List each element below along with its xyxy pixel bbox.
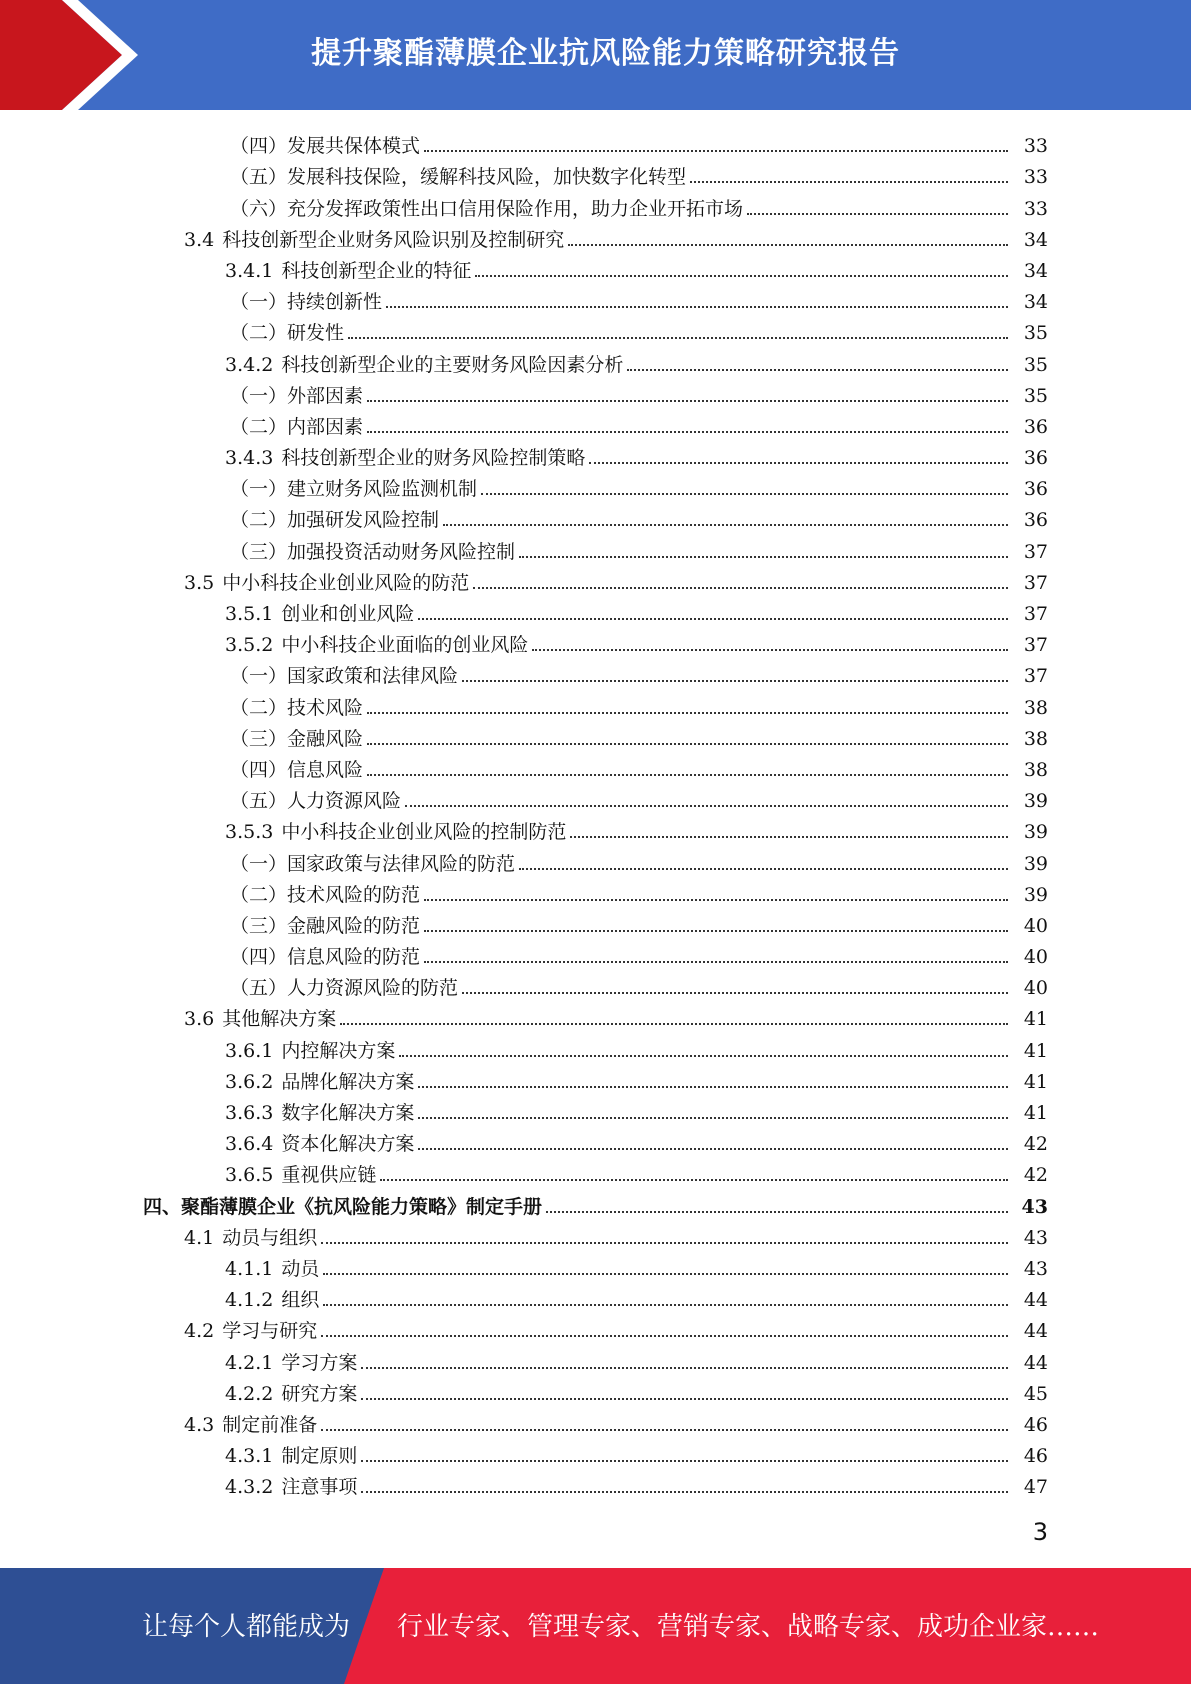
toc-entry[interactable] — [0, 221, 1191, 252]
toc-page-number: 42 — [1023, 1133, 1048, 1156]
toc-entry-content — [0, 1413, 1191, 1437]
header-arrow-decoration — [0, 0, 150, 110]
toc-dot-leader — [690, 181, 1008, 183]
toc-dot-leader — [424, 930, 1008, 932]
toc-section-number: 3.6.3 — [225, 1102, 274, 1124]
toc-entry-content — [0, 1351, 1191, 1375]
toc-dot-leader — [323, 1304, 1008, 1306]
toc-section-number: 3.4.2 — [225, 353, 274, 376]
toc-page-number: 37 — [1023, 540, 1048, 563]
toc-page-number: 43 — [1023, 1257, 1048, 1280]
toc-page-number: 39 — [1023, 852, 1048, 875]
toc-entry-title: 四、聚酯薄膜企业《抗风险能力策略》制定手册 — [143, 1195, 543, 1218]
footer-slogan-right: 行业专家、管理专家、营销专家、战略专家、成功企业家…… — [397, 1612, 1100, 1642]
toc-entry-content — [0, 664, 1191, 688]
toc-entry-title: （一）国家政策与法律风险的防范 — [230, 852, 516, 875]
toc-dot-leader — [321, 1335, 1008, 1337]
toc-entry-content — [0, 1132, 1191, 1156]
toc-page-number: 43 — [1023, 1226, 1048, 1249]
toc-page-number: 35 — [1023, 353, 1048, 376]
toc-page-number: 39 — [1023, 790, 1048, 813]
toc-entry-title: （四）信息风险 — [230, 758, 364, 781]
page-header — [0, 0, 1191, 110]
toc-entry-title: 创业和创业风险 — [281, 603, 415, 625]
toc-page-number: 38 — [1023, 727, 1048, 750]
toc-entry[interactable] — [0, 564, 1191, 595]
toc-section-number: 3.5.1 — [225, 603, 274, 625]
toc-entry-title: 品牌化解决方案 — [281, 1070, 415, 1093]
toc-page-number: 47 — [1023, 1476, 1048, 1499]
toc-page-number: 40 — [1023, 977, 1048, 1000]
toc-entry-content — [0, 1475, 1191, 1499]
toc-page-number: 46 — [1023, 1413, 1048, 1436]
toc-entry[interactable] — [0, 1437, 1191, 1468]
toc-dot-leader — [418, 1148, 1008, 1150]
toc-page-number: 43 — [1021, 1195, 1048, 1218]
toc-dot-leader — [532, 649, 1008, 651]
toc-entry-title: （五）人力资源风险 — [230, 790, 402, 813]
toc-dot-leader — [386, 306, 1008, 308]
toc-dot-leader — [361, 1491, 1008, 1493]
toc-entry[interactable] — [0, 470, 1191, 501]
toc-page-number: 34 — [1023, 228, 1048, 251]
toc-entry[interactable] — [0, 1063, 1191, 1094]
toc-entry[interactable] — [0, 657, 1191, 688]
toc-entry-title: 其他解决方案 — [222, 1008, 337, 1031]
toc-page-number: 40 — [1023, 946, 1048, 969]
toc-section-number: 4.3 — [184, 1413, 215, 1436]
toc-entry-content — [0, 477, 1191, 501]
toc-entry-title: （四）信息风险的防范 — [230, 946, 421, 969]
toc-entry[interactable] — [0, 501, 1191, 532]
toc-entry[interactable] — [0, 158, 1191, 189]
toc-dot-leader — [519, 868, 1008, 870]
toc-page-number: 34 — [1023, 259, 1048, 282]
toc-entry-content — [0, 540, 1191, 564]
toc-entry-content — [0, 1319, 1191, 1343]
toc-entry[interactable] — [0, 1125, 1191, 1156]
toc-dot-leader — [589, 462, 1008, 464]
toc-dot-leader — [399, 1055, 1008, 1057]
toc-dot-leader — [424, 961, 1008, 963]
toc-entry-title: （二）研发性 — [230, 322, 345, 345]
toc-entry-content — [0, 446, 1191, 470]
toc-dot-leader — [570, 836, 1008, 838]
toc-dot-leader — [323, 1273, 1008, 1275]
toc-page-number: 37 — [1023, 634, 1048, 657]
toc-entry-title: （一）建立财务风险监测机制 — [230, 478, 478, 501]
toc-section-number: 3.4.1 — [225, 259, 274, 282]
toc-page-number: 36 — [1023, 447, 1048, 470]
toc-section-number: 4.1.2 — [225, 1289, 274, 1312]
toc-section-number: 3.6.1 — [225, 1039, 274, 1062]
toc-entry[interactable] — [0, 1406, 1191, 1437]
toc-section-number: 4.2 — [184, 1320, 215, 1343]
toc-entry[interactable] — [0, 1094, 1191, 1125]
toc-entry-content — [0, 945, 1191, 969]
toc-page-number: 37 — [1023, 665, 1048, 688]
toc-entry[interactable] — [0, 127, 1191, 158]
toc-page-number: 41 — [1023, 1008, 1048, 1031]
toc-page-number: 41 — [1023, 1039, 1048, 1062]
toc-dot-leader — [405, 805, 1008, 807]
toc-page-number: 40 — [1023, 914, 1048, 937]
toc-entry-content — [0, 696, 1191, 720]
toc-entry[interactable] — [0, 1000, 1191, 1031]
toc-entry-content — [0, 883, 1191, 907]
toc-section-number: 3.6.4 — [225, 1133, 274, 1156]
toc-entry-title: 资本化解决方案 — [281, 1133, 415, 1156]
toc-dot-leader — [321, 1429, 1008, 1431]
toc-entry[interactable] — [0, 844, 1191, 875]
toc-dot-leader — [348, 337, 1008, 339]
toc-page-number: 46 — [1023, 1445, 1048, 1468]
toc-entry-content — [0, 1288, 1191, 1312]
toc-dot-leader — [367, 712, 1008, 714]
toc-entry[interactable] — [0, 751, 1191, 782]
toc-entry-content — [0, 290, 1191, 314]
toc-page-number: 39 — [1023, 883, 1048, 906]
toc-entry-title: （二）技术风险的防范 — [230, 883, 421, 906]
toc-page-number: 45 — [1023, 1382, 1048, 1405]
toc-entry-title: （三）加强投资活动财务风险控制 — [230, 540, 516, 563]
toc-entry-title: 组织 — [281, 1289, 320, 1312]
toc-entry-title: 重视供应链 — [281, 1164, 377, 1187]
toc-entry[interactable] — [0, 938, 1191, 969]
toc-entry-title: （五）人力资源风险的防范 — [230, 977, 459, 1000]
toc-dot-leader — [747, 213, 1008, 215]
toc-dot-leader — [424, 899, 1008, 901]
toc-entry-content — [0, 353, 1191, 377]
toc-dot-leader — [418, 618, 1008, 620]
toc-entry[interactable] — [0, 720, 1191, 751]
toc-page-number: 33 — [1023, 135, 1048, 158]
toc-entry-content — [0, 1007, 1191, 1031]
toc-page-number: 41 — [1023, 1102, 1048, 1124]
toc-section-number: 3.5 — [184, 571, 215, 594]
toc-dot-leader — [361, 1367, 1008, 1369]
toc-page-number: 44 — [1023, 1289, 1048, 1312]
toc-section-number: 3.4.3 — [225, 447, 274, 470]
toc-entry-title: （四）发展共保体模式 — [230, 135, 421, 158]
toc-section-number: 3.4 — [184, 228, 215, 251]
toc-page-number: 33 — [1023, 197, 1048, 220]
toc-section-number: 3.6 — [184, 1008, 215, 1031]
toc-entry-title: 科技创新型企业的主要财务风险因素分析 — [281, 353, 624, 376]
toc-dot-leader — [473, 587, 1008, 589]
toc-dot-leader — [340, 1023, 1008, 1025]
toc-entry-content — [0, 1257, 1191, 1281]
toc-entry[interactable] — [0, 252, 1191, 283]
toc-entry-content — [0, 1163, 1191, 1187]
toc-page-number: 36 — [1023, 415, 1048, 438]
toc-entry-content — [0, 228, 1191, 252]
toc-page-number: 35 — [1023, 384, 1048, 407]
toc-section-number: 4.1 — [184, 1226, 215, 1249]
toc-entry[interactable] — [0, 876, 1191, 907]
toc-entry-content — [0, 384, 1191, 408]
toc-entry-content — [0, 415, 1191, 439]
toc-entry-title: 动员 — [281, 1257, 320, 1280]
toc-dot-leader — [418, 1117, 1008, 1119]
toc-page-number: 34 — [1023, 291, 1048, 314]
toc-entry-content — [0, 976, 1191, 1000]
toc-entry[interactable] — [0, 1031, 1191, 1062]
toc-entry[interactable] — [0, 408, 1191, 439]
toc-page-number: 35 — [1023, 322, 1048, 345]
toc-entry[interactable] — [0, 1468, 1191, 1499]
toc-dot-leader — [367, 774, 1008, 776]
toc-page-number: 36 — [1023, 478, 1048, 501]
toc-section-number: 4.2.2 — [225, 1382, 274, 1405]
toc-entry-content — [0, 1101, 1191, 1125]
toc-page-number: 39 — [1023, 821, 1048, 844]
toc-entry[interactable] — [0, 782, 1191, 813]
toc-entry[interactable] — [0, 1250, 1191, 1281]
toc-entry-title: （二）加强研发风险控制 — [230, 509, 440, 532]
page-number: 3 — [1032, 1518, 1048, 1546]
toc-section-number: 3.6.2 — [225, 1070, 274, 1093]
toc-entry-title: 学习与研究 — [222, 1320, 318, 1343]
toc-entry-title: 科技创新型企业的财务风险控制策略 — [281, 447, 586, 470]
toc-page-number: 41 — [1023, 1070, 1048, 1093]
toc-dot-leader — [367, 743, 1008, 745]
toc-entry[interactable] — [0, 626, 1191, 657]
toc-entry-content — [0, 633, 1191, 657]
toc-entry-content — [0, 1195, 1191, 1219]
toc-entry-title: （二）内部因素 — [230, 415, 364, 438]
table-of-contents — [0, 127, 1191, 1499]
toc-entry[interactable] — [0, 1281, 1191, 1312]
toc-entry-title: 中小科技企业创业风险的控制防范 — [281, 821, 567, 844]
toc-entry-content — [0, 789, 1191, 813]
toc-dot-leader — [568, 244, 1008, 246]
toc-page-number: 36 — [1023, 509, 1048, 532]
toc-entry-title: （三）金融风险 — [230, 727, 364, 750]
toc-entry-title: 数字化解决方案 — [281, 1102, 415, 1124]
toc-entry[interactable] — [0, 345, 1191, 376]
toc-entry-title: 中小科技企业面临的创业风险 — [281, 634, 529, 657]
toc-entry-content — [0, 571, 1191, 595]
toc-entry-title: 内控解决方案 — [281, 1039, 396, 1062]
toc-section-number: 4.1.1 — [225, 1257, 274, 1280]
document-title: 提升聚酯薄膜企业抗风险能力策略研究报告 — [311, 36, 900, 71]
toc-entry-content — [0, 165, 1191, 189]
toc-entry-content — [0, 1070, 1191, 1094]
toc-entry-content — [0, 758, 1191, 782]
toc-page-number: 38 — [1023, 696, 1048, 719]
toc-entry[interactable] — [0, 532, 1191, 563]
toc-entry[interactable] — [0, 969, 1191, 1000]
toc-dot-leader — [321, 1242, 1008, 1244]
toc-entry-title: （一）持续创新性 — [230, 291, 383, 314]
toc-dot-leader — [462, 680, 1008, 682]
toc-entry-content — [0, 1226, 1191, 1250]
toc-entry-content — [0, 820, 1191, 844]
toc-entry-title: （一）国家政策和法律风险 — [230, 665, 459, 688]
toc-entry[interactable] — [0, 377, 1191, 408]
toc-dot-leader — [361, 1398, 1008, 1400]
toc-entry[interactable] — [0, 439, 1191, 470]
toc-entry[interactable] — [0, 1343, 1191, 1374]
toc-entry-content — [0, 259, 1191, 283]
toc-entry[interactable] — [0, 189, 1191, 220]
toc-entry-content — [0, 1039, 1191, 1063]
toc-entry[interactable] — [0, 1375, 1191, 1406]
toc-entry-content — [0, 1382, 1191, 1406]
toc-section-number: 3.5.2 — [225, 634, 274, 657]
toc-dot-leader — [367, 431, 1008, 433]
toc-page-number: 37 — [1023, 603, 1048, 625]
toc-entry-content — [0, 852, 1191, 876]
toc-entry-title: 制定原则 — [281, 1445, 358, 1468]
toc-section-number: 3.5.3 — [225, 821, 274, 844]
toc-dot-leader — [418, 1086, 1008, 1088]
toc-dot-leader — [424, 150, 1008, 152]
toc-section-number: 4.2.1 — [225, 1351, 274, 1374]
toc-entry-content — [0, 1444, 1191, 1468]
toc-dot-leader — [475, 275, 1008, 277]
toc-dot-leader — [546, 1211, 1008, 1213]
toc-dot-leader — [627, 369, 1008, 371]
toc-dot-leader — [462, 992, 1008, 994]
toc-entry-title: 科技创新型企业的特征 — [281, 259, 472, 282]
toc-entry-title: 注意事项 — [281, 1476, 358, 1499]
toc-entry[interactable] — [0, 907, 1191, 938]
toc-entry-content — [0, 134, 1191, 158]
toc-entry-content — [0, 602, 1191, 626]
toc-dot-leader — [380, 1179, 1008, 1181]
toc-entry[interactable] — [0, 283, 1191, 314]
toc-entry-title: （六）充分发挥政策性出口信用保险作用，助力企业开拓市场 — [230, 197, 744, 220]
toc-page-number: 37 — [1023, 571, 1048, 594]
toc-section-number: 4.3.1 — [225, 1445, 274, 1468]
toc-dot-leader — [361, 1460, 1008, 1462]
toc-entry[interactable] — [0, 813, 1191, 844]
toc-entry-title: 动员与组织 — [222, 1226, 318, 1249]
toc-entry-content — [0, 508, 1191, 532]
toc-dot-leader — [443, 524, 1008, 526]
toc-entry[interactable] — [0, 1187, 1191, 1218]
toc-section-number: 4.3.2 — [225, 1476, 274, 1499]
toc-dot-leader — [367, 400, 1008, 402]
toc-entry-content — [0, 727, 1191, 751]
toc-page-number: 44 — [1023, 1320, 1048, 1343]
toc-page-number: 42 — [1023, 1164, 1048, 1187]
toc-entry-title: （五）发展科技保险，缓解科技风险，加快数字化转型 — [230, 166, 687, 189]
toc-entry-title: 科技创新型企业财务风险识别及控制研究 — [222, 228, 565, 251]
page-footer — [0, 1568, 1191, 1684]
toc-entry-title: （三）金融风险的防范 — [230, 914, 421, 937]
toc-entry[interactable] — [0, 1219, 1191, 1250]
toc-dot-leader — [519, 556, 1008, 558]
toc-entry-title: 研究方案 — [281, 1382, 358, 1405]
toc-entry-title: 中小科技企业创业风险的防范 — [222, 571, 470, 594]
toc-dot-leader — [481, 493, 1008, 495]
toc-entry[interactable] — [0, 314, 1191, 345]
toc-entry-title: （二）技术风险 — [230, 696, 364, 719]
toc-section-number: 3.6.5 — [225, 1164, 274, 1187]
toc-entry[interactable] — [0, 688, 1191, 719]
toc-entry[interactable] — [0, 1312, 1191, 1343]
toc-entry-content — [0, 321, 1191, 345]
toc-entry-content — [0, 197, 1191, 221]
toc-entry[interactable] — [0, 595, 1191, 626]
toc-entry[interactable] — [0, 1156, 1191, 1187]
toc-entry-title: 学习方案 — [281, 1351, 358, 1374]
toc-page-number: 44 — [1023, 1351, 1048, 1374]
footer-slogan-left: 让每个人都能成为 — [142, 1612, 351, 1642]
toc-page-number: 33 — [1023, 166, 1048, 189]
toc-entry-title: （一）外部因素 — [230, 384, 364, 407]
toc-page-number: 38 — [1023, 758, 1048, 781]
toc-entry-content — [0, 914, 1191, 938]
toc-entry-title: 制定前准备 — [222, 1413, 318, 1436]
